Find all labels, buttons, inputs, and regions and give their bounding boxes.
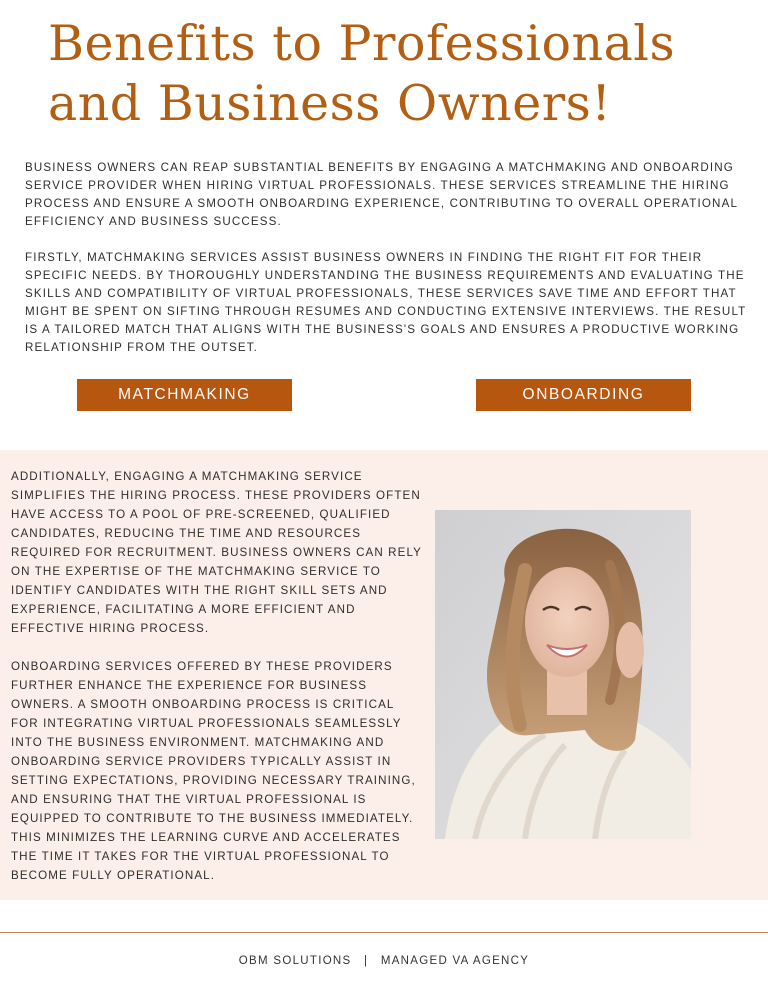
matchmaking-button[interactable]: MATCHMAKING (77, 379, 292, 411)
footer-divider (0, 932, 768, 933)
footer-tagline: MANAGED VA AGENCY (380, 955, 530, 967)
body-paragraph-1: ADDITIONALLY, ENGAGING A MATCHMAKING SERVICE SIMPLIFIES THE HIRING PROCESS. THESE PROVIDERS OFTEN HAVE ACCESS TO A POOL OF PRE-SCREENED, QUALIFIED CANDIDATES, REDUCING THE TIME AND RESOURCES REQUIRED FOR RECRUITMENT. BUSINESS OWNERS CAN RELY ON THE EXPERTISE OF THE MATCHMAKING SERVICE TO IDENTIFY CANDIDATES WITH THE RIGHT SKILL SETS AND EXPERIENCE, FACILITATING A MORE EFFICIENT AND EFFECTIVE HIRING PROCESS. (11, 470, 422, 635)
intro-paragraph-1: BUSINESS OWNERS CAN REAP SUBSTANTIAL BENEFITS BY ENGAGING A MATCHMAKING AND ONBOARDING SERVICE PROVIDER WHEN HIRING VIRTUAL PROFESSIONALS. THESE SERVICES STREAMLINE THE HIRING PROCESS AND ENSURE A SMOOTH ONBOARDING EXPERIENCE, CONTRIBUTING TO OVERALL OPERATIONAL EFFICIENCY AND BUSINESS SUCCESS. (25, 161, 738, 228)
footer-separator: | (364, 955, 369, 967)
page-title-line-2: and Business Owners! (48, 75, 612, 132)
intro-section (25, 159, 747, 357)
woman-photo (435, 510, 691, 839)
footer-company: OBM SOLUTIONS (238, 955, 352, 967)
onboarding-button[interactable]: ONBOARDING (476, 379, 691, 411)
page-title (48, 14, 748, 134)
body-section (11, 467, 423, 885)
intro-paragraph-2: FIRSTLY, MATCHMAKING SERVICES ASSIST BUSINESS OWNERS IN FINDING THE RIGHT FIT FOR THEIR SPECIFIC NEEDS. BY THOROUGHLY UNDERSTANDING THE BUSINESS REQUIREMENTS AND EVALUATING THE SKILLS AND COMPATIBILITY OF VIRTUAL PROFESSIONALS, THESE SERVICES SAVE TIME AND EFFORT THAT MIGHT BE SPENT ON SIFTING THROUGH RESUMES AND CONDUCTING EXTENSIVE INTERVIEWS. THE RESULT IS A TAILORED MATCH THAT ALIGNS WITH THE BUSINESS'S GOALS AND ENSURES A PRODUCTIVE WORKING RELATIONSHIP FROM THE OUTSET. (25, 251, 747, 354)
body-paragraph-2: ONBOARDING SERVICES OFFERED BY THESE PROVIDERS FURTHER ENHANCE THE EXPERIENCE FOR BUSINESS OWNERS. A SMOOTH ONBOARDING PROCESS IS CRITICAL FOR INTEGRATING VIRTUAL PROFESSIONALS SEAMLESSLY INTO THE BUSINESS ENVIRONMENT. MATCHMAKING AND ONBOARDING SERVICE PROVIDERS TYPICALLY ASSIST IN SETTING EXPECTATIONS, PROVIDING NECESSARY TRAINING, AND ENSURING THAT THE VIRTUAL PROFESSIONAL IS EQUIPPED TO CONTRIBUTE TO THE BUSINESS IMMEDIATELY. THIS MINIMIZES THE LEARNING CURVE AND ACCELERATES THE TIME IT TAKES FOR THE VIRTUAL PROFESSIONAL TO BECOME FULLY OPERATIONAL. (11, 660, 416, 882)
page-title-line-1: Benefits to Professionals (48, 15, 676, 72)
footer (0, 955, 768, 967)
